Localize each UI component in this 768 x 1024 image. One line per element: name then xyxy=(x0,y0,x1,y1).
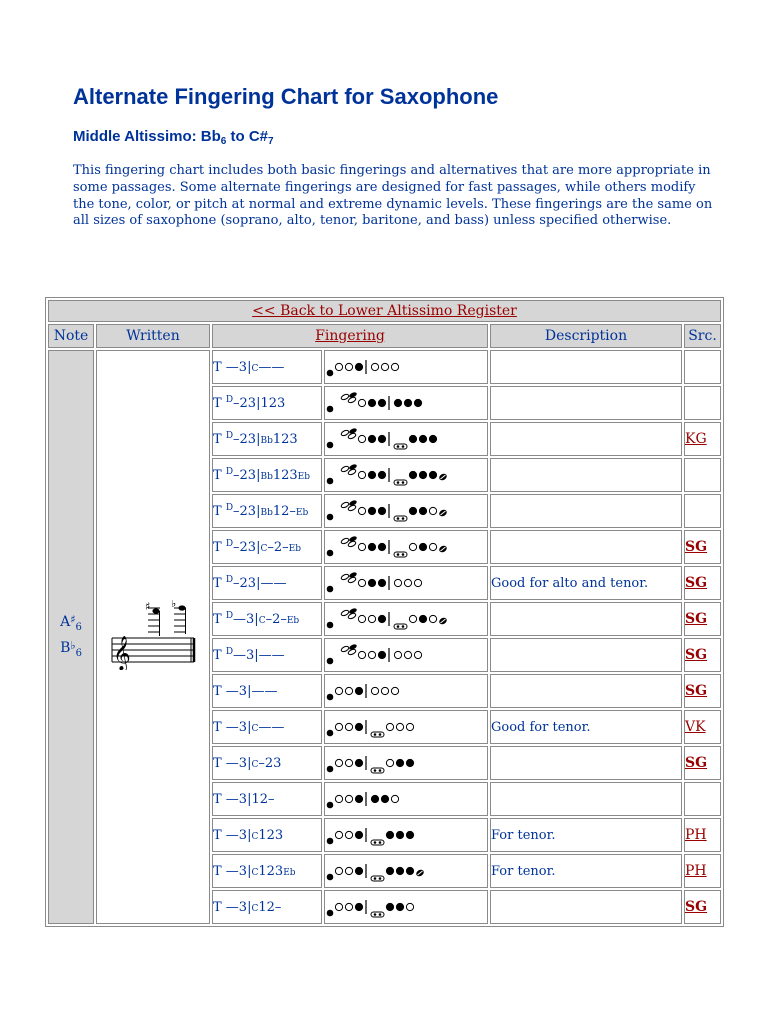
c-key xyxy=(371,840,384,845)
bottom-hand-key xyxy=(396,759,403,766)
key-diagram xyxy=(324,350,488,384)
key-diagram-svg xyxy=(325,534,475,560)
key-diagram xyxy=(324,530,488,564)
header-note: Note xyxy=(48,324,94,348)
src-link[interactable]: SG xyxy=(685,575,708,591)
top-hand-key xyxy=(335,687,342,694)
staff-sharp: ♯ xyxy=(145,600,151,613)
top-hand-key xyxy=(378,651,385,658)
top-hand-key xyxy=(355,759,362,766)
c-key-dot xyxy=(397,625,400,628)
bottom-hand-key xyxy=(419,471,426,478)
c-key-dot xyxy=(402,553,405,556)
bottom-hand-key xyxy=(406,867,413,874)
bottom-hand-key xyxy=(406,759,413,766)
src-cell xyxy=(684,422,721,456)
src-link[interactable]: KG xyxy=(685,431,707,447)
c-key-dot xyxy=(379,841,382,844)
octave-key xyxy=(327,586,334,593)
top-hand-key xyxy=(355,867,362,874)
key-diagram xyxy=(324,710,488,744)
top-hand-key xyxy=(368,651,375,658)
description-cell: Good for alto and tenor. xyxy=(490,566,682,600)
bottom-hand-key xyxy=(419,507,426,514)
bottom-hand-key xyxy=(396,723,403,730)
c-key-dot xyxy=(379,733,382,736)
key-diagram xyxy=(324,494,488,528)
octave-key xyxy=(327,622,334,629)
top-hand-key xyxy=(345,903,352,910)
top-hand-key xyxy=(358,543,365,550)
top-hand-key xyxy=(378,435,385,442)
c-key xyxy=(394,444,407,449)
c-key xyxy=(394,516,407,521)
key-diagram-svg xyxy=(325,426,475,452)
bottom-hand-key xyxy=(391,795,398,802)
c-key-dot xyxy=(397,445,400,448)
intro-paragraph: This fingering chart includes both basic fingerings and alternatives that are more appropriate in some passages. Some alternate fingerings are designed for fast passages, while others modify the tone, color, or pitch at normal and extreme dynamic levels. These fingerings are the same on all sizes of saxophone (soprano, alto, tenor, baritone, and bass) unless specified otherwise. xyxy=(73,163,713,229)
bottom-hand-key xyxy=(409,507,416,514)
src-cell xyxy=(684,674,721,708)
fingering-text: T $^D$–23|—— xyxy=(212,566,322,600)
c-key-dot xyxy=(379,769,382,772)
bottom-hand-key xyxy=(381,795,388,802)
key-diagram-svg xyxy=(325,678,475,704)
top-hand-key xyxy=(368,579,375,586)
octave-key xyxy=(327,910,334,917)
treble-staff-image xyxy=(108,600,198,670)
top-hand-key xyxy=(378,507,385,514)
c-key-dot xyxy=(374,877,377,880)
description-cell xyxy=(490,746,682,780)
bottom-hand-key xyxy=(394,399,401,406)
description-cell xyxy=(490,350,682,384)
table-row xyxy=(48,350,721,384)
c-key xyxy=(394,480,407,485)
bottom-hand-key xyxy=(404,579,411,586)
bottom-hand-key xyxy=(396,903,403,910)
c-key xyxy=(371,876,384,881)
src-link[interactable]: SG xyxy=(685,539,708,555)
top-hand-key xyxy=(345,687,352,694)
bottom-hand-key xyxy=(386,903,393,910)
bottom-hand-key xyxy=(381,363,388,370)
src-link[interactable]: PH xyxy=(685,827,707,843)
bottom-hand-key xyxy=(429,543,436,550)
top-hand-key xyxy=(378,615,385,622)
back-link[interactable]: << Back to Lower Altissimo Register xyxy=(252,303,517,319)
top-hand-key xyxy=(378,543,385,550)
top-hand-key xyxy=(355,795,362,802)
c-key xyxy=(394,552,407,557)
octave-key xyxy=(327,442,334,449)
page-subtitle: Middle Altissimo: $Bb_6$ to $C\#_7$ xyxy=(73,128,274,147)
bottom-hand-key xyxy=(406,723,413,730)
top-hand-key xyxy=(355,363,362,370)
header-fingering xyxy=(212,324,488,348)
bottom-hand-key xyxy=(414,651,421,658)
fingering-text: T $^D$–23|Bb123 xyxy=(212,422,322,456)
bottom-hand-key xyxy=(386,759,393,766)
top-hand-key xyxy=(345,795,352,802)
key-diagram-svg xyxy=(325,786,475,812)
fingering-text: T —3|C—— xyxy=(212,710,322,744)
key-diagram-svg xyxy=(325,570,475,596)
bottom-hand-key xyxy=(386,723,393,730)
fingering-text: T $^D$–23|Bb12–Eb xyxy=(212,494,322,528)
top-hand-key xyxy=(368,507,375,514)
src-cell xyxy=(684,458,721,492)
c-key-dot xyxy=(397,481,400,484)
octave-key xyxy=(327,514,334,521)
key-diagram xyxy=(324,746,488,780)
bottom-hand-key xyxy=(371,363,378,370)
src-cell xyxy=(684,494,721,528)
key-diagram-svg xyxy=(325,858,475,884)
src-cell xyxy=(684,782,721,816)
bottom-hand-key xyxy=(394,651,401,658)
header-src: Src. xyxy=(684,324,721,348)
fingering-text: T $^D$–23|C–2–Eb xyxy=(212,530,322,564)
top-hand-key xyxy=(345,759,352,766)
key-diagram-svg xyxy=(325,750,475,776)
c-key xyxy=(371,768,384,773)
top-hand-key xyxy=(358,579,365,586)
src-cell xyxy=(684,854,721,888)
octave-key xyxy=(327,550,334,557)
top-hand-key xyxy=(335,723,342,730)
top-hand-key xyxy=(358,615,365,622)
bottom-hand-key xyxy=(396,831,403,838)
page-title: Alternate Fingering Chart for Saxophone xyxy=(73,84,499,109)
description-cell xyxy=(490,638,682,672)
key-diagram-svg xyxy=(325,354,475,380)
bottom-hand-key xyxy=(391,363,398,370)
header-description: Description xyxy=(490,324,682,348)
key-diagram xyxy=(324,422,488,456)
top-hand-key xyxy=(368,471,375,478)
description-cell xyxy=(490,530,682,564)
bottom-hand-key xyxy=(391,687,398,694)
src-cell xyxy=(684,890,721,924)
octave-key xyxy=(327,838,334,845)
key-diagram xyxy=(324,674,488,708)
nav-row xyxy=(48,300,721,322)
src-cell xyxy=(684,386,721,420)
top-hand-key xyxy=(355,903,362,910)
fingering-text: T —3|C123Eb xyxy=(212,854,322,888)
top-hand-key xyxy=(378,399,385,406)
src-link[interactable]: SG xyxy=(685,755,708,771)
src-cell xyxy=(684,818,721,852)
bottom-hand-key xyxy=(419,615,426,622)
top-hand-key xyxy=(335,831,342,838)
top-hand-key xyxy=(368,435,375,442)
top-hand-key xyxy=(345,831,352,838)
octave-key xyxy=(327,802,334,809)
fingering-text: T —3|12– xyxy=(212,782,322,816)
bottom-hand-key xyxy=(386,867,393,874)
c-key-dot xyxy=(402,517,405,520)
bottom-hand-key xyxy=(371,795,378,802)
bottom-hand-key xyxy=(419,435,426,442)
table-body xyxy=(48,350,721,924)
src-link[interactable]: SG xyxy=(685,683,708,699)
src-cell xyxy=(684,350,721,384)
bottom-hand-key xyxy=(419,543,426,550)
description-cell: For tenor. xyxy=(490,854,682,888)
octave-key xyxy=(327,694,334,701)
bottom-hand-key xyxy=(429,435,436,442)
note-cell: $A^♯_6$ $B^♭_6$ xyxy=(48,350,94,924)
header-written: Written xyxy=(96,324,210,348)
description-cell xyxy=(490,422,682,456)
top-hand-key xyxy=(358,435,365,442)
octave-key xyxy=(327,370,334,377)
src-link[interactable]: SG xyxy=(685,611,708,627)
key-diagram xyxy=(324,818,488,852)
src-link[interactable]: SG xyxy=(685,899,708,915)
src-cell xyxy=(684,530,721,564)
description-cell xyxy=(490,494,682,528)
fingering-sort-link[interactable]: Fingering xyxy=(315,328,385,344)
bottom-hand-key xyxy=(409,543,416,550)
key-diagram-svg xyxy=(325,390,475,416)
key-diagram xyxy=(324,386,488,420)
description-cell xyxy=(490,602,682,636)
top-hand-key xyxy=(335,903,342,910)
c-key xyxy=(371,732,384,737)
bottom-hand-key xyxy=(406,903,413,910)
c-key-dot xyxy=(402,445,405,448)
src-link[interactable]: PH xyxy=(685,863,707,879)
bottom-hand-key xyxy=(429,471,436,478)
c-key-dot xyxy=(402,481,405,484)
fingering-text: T $^D$—3|—— xyxy=(212,638,322,672)
bottom-hand-key xyxy=(409,471,416,478)
top-hand-key xyxy=(345,867,352,874)
src-link[interactable]: SG xyxy=(685,647,708,663)
description-cell xyxy=(490,782,682,816)
c-key-dot xyxy=(374,769,377,772)
header-row xyxy=(48,324,721,348)
description-cell xyxy=(490,458,682,492)
top-hand-key xyxy=(355,687,362,694)
top-hand-key xyxy=(335,867,342,874)
octave-key xyxy=(327,478,334,485)
written-cell xyxy=(96,350,210,924)
top-hand-key xyxy=(335,795,342,802)
top-hand-key xyxy=(378,579,385,586)
src-cell xyxy=(684,710,721,744)
c-key-dot xyxy=(402,625,405,628)
bottom-hand-key xyxy=(429,615,436,622)
top-hand-key xyxy=(335,363,342,370)
bottom-hand-key xyxy=(406,831,413,838)
c-key-dot xyxy=(379,913,382,916)
bottom-hand-key xyxy=(394,579,401,586)
key-diagram-svg xyxy=(325,606,475,632)
c-key-dot xyxy=(374,913,377,916)
top-hand-key xyxy=(368,615,375,622)
top-hand-key xyxy=(355,723,362,730)
octave-key xyxy=(327,658,334,665)
key-diagram xyxy=(324,890,488,924)
top-hand-key xyxy=(358,471,365,478)
bottom-hand-key xyxy=(404,651,411,658)
c-key xyxy=(394,624,407,629)
svg-text:𝄞: 𝄞 xyxy=(113,636,131,670)
src-cell xyxy=(684,746,721,780)
bottom-hand-key xyxy=(371,687,378,694)
bottom-hand-key xyxy=(414,399,421,406)
octave-key xyxy=(327,766,334,773)
top-hand-key xyxy=(358,399,365,406)
key-diagram-svg xyxy=(325,894,475,920)
key-diagram xyxy=(324,602,488,636)
top-hand-key xyxy=(358,651,365,658)
src-cell xyxy=(684,602,721,636)
top-hand-key xyxy=(335,759,342,766)
bottom-hand-key xyxy=(386,831,393,838)
fingering-text: T —3|C12– xyxy=(212,890,322,924)
octave-key xyxy=(327,406,334,413)
top-hand-key xyxy=(368,543,375,550)
fingering-text: T —3|—— xyxy=(212,674,322,708)
src-cell xyxy=(684,566,721,600)
bottom-hand-key xyxy=(396,867,403,874)
top-hand-key xyxy=(355,831,362,838)
fingering-text: T —3|C–23 xyxy=(212,746,322,780)
fingering-text: T $^D$—3|C–2–Eb xyxy=(212,602,322,636)
bottom-hand-key xyxy=(381,687,388,694)
key-diagram-svg xyxy=(325,462,475,488)
c-key-dot xyxy=(397,553,400,556)
bottom-hand-key xyxy=(409,615,416,622)
key-diagram-svg xyxy=(325,642,475,668)
bottom-hand-key xyxy=(429,507,436,514)
octave-key xyxy=(327,730,334,737)
fingering-text: T —3|C—— xyxy=(212,350,322,384)
c-key xyxy=(371,912,384,917)
octave-key xyxy=(327,874,334,881)
description-cell xyxy=(490,386,682,420)
key-diagram-svg xyxy=(325,714,475,740)
c-key-dot xyxy=(379,877,382,880)
description-cell: For tenor. xyxy=(490,818,682,852)
fingering-table xyxy=(45,297,724,927)
key-diagram xyxy=(324,638,488,672)
description-cell xyxy=(490,674,682,708)
key-diagram-svg xyxy=(325,498,475,524)
src-cell xyxy=(684,638,721,672)
description-cell xyxy=(490,890,682,924)
key-diagram xyxy=(324,854,488,888)
staff-flat: ♭ xyxy=(171,600,177,610)
fingering-text: T $^D$–23|123 xyxy=(212,386,322,420)
description-cell: Good for tenor. xyxy=(490,710,682,744)
key-diagram-svg xyxy=(325,822,475,848)
top-hand-key xyxy=(368,399,375,406)
key-diagram xyxy=(324,782,488,816)
c-key-dot xyxy=(397,517,400,520)
top-hand-key xyxy=(345,363,352,370)
top-hand-key xyxy=(378,471,385,478)
src-link[interactable]: VK xyxy=(685,719,706,735)
key-diagram xyxy=(324,566,488,600)
top-hand-key xyxy=(345,723,352,730)
key-diagram xyxy=(324,458,488,492)
top-hand-key xyxy=(358,507,365,514)
bottom-hand-key xyxy=(414,579,421,586)
fingering-text: T —3|C123 xyxy=(212,818,322,852)
c-key-dot xyxy=(374,733,377,736)
bottom-hand-key xyxy=(404,399,411,406)
fingering-text: T $^D$–23|Bb123Eb xyxy=(212,458,322,492)
c-key-dot xyxy=(374,841,377,844)
bottom-hand-key xyxy=(409,435,416,442)
